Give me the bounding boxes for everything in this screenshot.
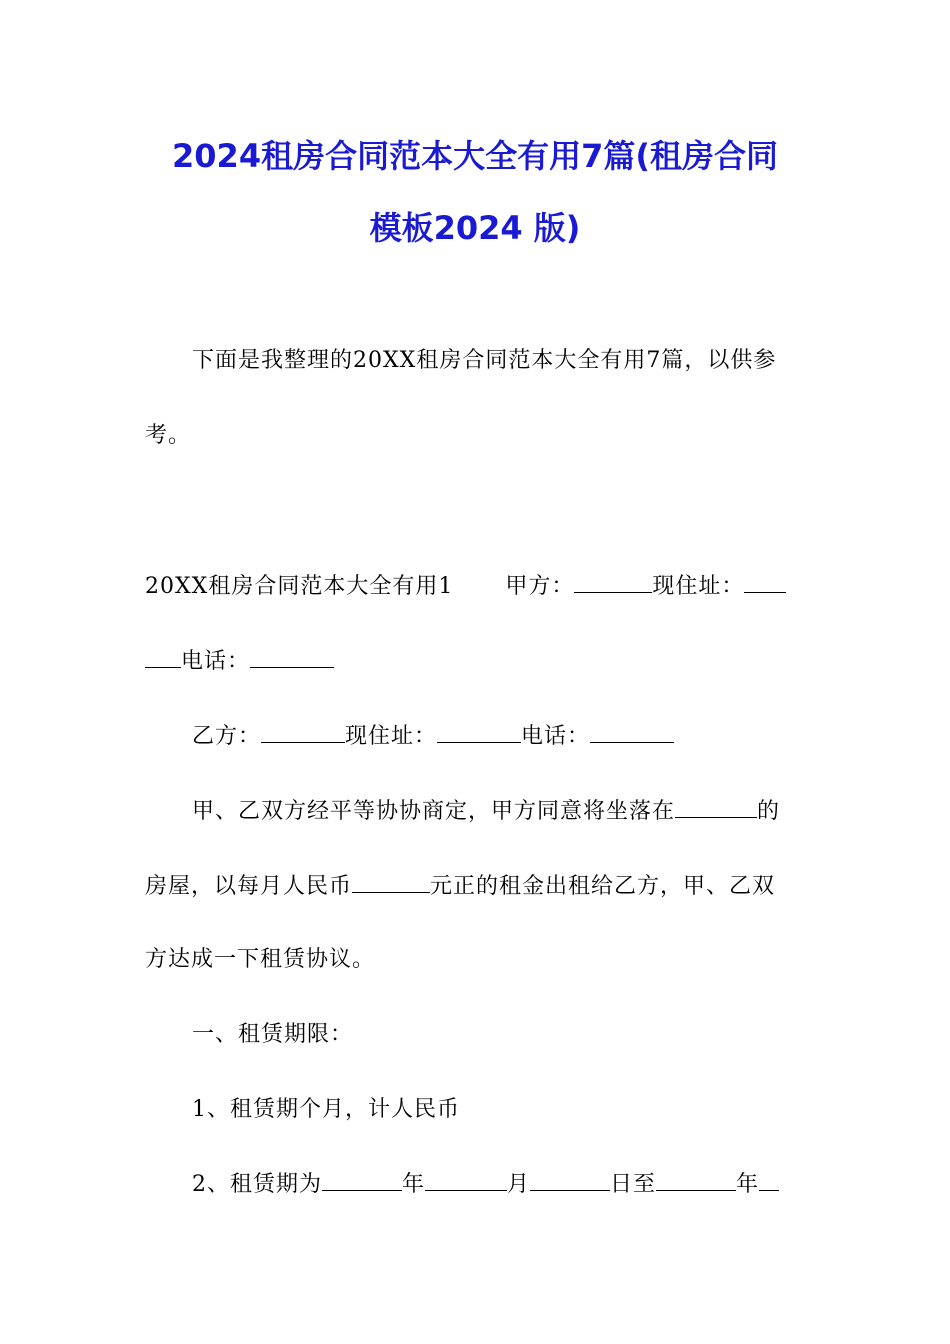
- para1-end: 的: [757, 799, 781, 824]
- para3-line: 方达成一下租赁协议。: [145, 947, 376, 972]
- party-b-line: [192, 720, 674, 752]
- rent-blank: [352, 870, 430, 893]
- item2-text: 2、租赁期为: [192, 1172, 322, 1197]
- start-year-label: 年: [402, 1172, 426, 1197]
- item1-line: 1、租赁期个月，计人民币: [192, 1097, 460, 1122]
- start-day-blank: [530, 1168, 610, 1191]
- party-b-address-label: 现住址：: [345, 724, 438, 749]
- para2-text: 房屋，以每月人民币: [145, 874, 353, 899]
- item2-line: [192, 1168, 779, 1200]
- end-month-blank: [759, 1168, 779, 1191]
- para2-line: [145, 870, 775, 902]
- party-b-phone-label: 电话：: [521, 724, 591, 749]
- para1-line: [192, 795, 780, 827]
- party-a-address-blank-cont: [145, 645, 181, 668]
- para2-end: 元正的租金出租给乙方，甲、乙双: [430, 874, 776, 899]
- document-title-line1: 2024租房合同范本大全有用7篇(租房合同: [172, 137, 778, 175]
- party-a-phone-label: 电话：: [181, 649, 251, 674]
- party-a-line: [145, 570, 786, 602]
- intro-line2: 考。: [145, 423, 192, 448]
- para1-text: 甲、乙双方经平等协协商定，甲方同意将坐落在: [192, 799, 676, 824]
- party-b-address-blank: [437, 720, 521, 743]
- location-blank: [675, 795, 757, 818]
- clause1-heading: 一、租赁期限：: [192, 1022, 354, 1047]
- start-month-blank: [425, 1168, 507, 1191]
- party-a-label: 甲方：: [505, 574, 575, 599]
- party-b-phone-blank: [590, 720, 674, 743]
- end-year-label: 年: [736, 1172, 760, 1197]
- end-year-blank: [656, 1168, 736, 1191]
- party-a-phone-line: [145, 645, 334, 677]
- party-a-address-label: 现住址：: [652, 574, 745, 599]
- party-a-phone-blank: [250, 645, 334, 668]
- document-title-line2: 模板2024 版): [369, 209, 581, 247]
- start-year-blank: [322, 1168, 402, 1191]
- section-heading: 20XX租房合同范本大全有用1: [145, 574, 454, 599]
- day-to-label: 日至: [610, 1172, 657, 1197]
- party-b-label: 乙方：: [192, 724, 262, 749]
- party-b-blank: [261, 720, 345, 743]
- intro-line1: 下面是我整理的20XX租房合同范本大全有用7篇，以供参: [192, 348, 777, 373]
- party-a-blank: [574, 570, 652, 593]
- start-month-label: 月: [507, 1172, 531, 1197]
- party-a-address-blank: [744, 570, 786, 593]
